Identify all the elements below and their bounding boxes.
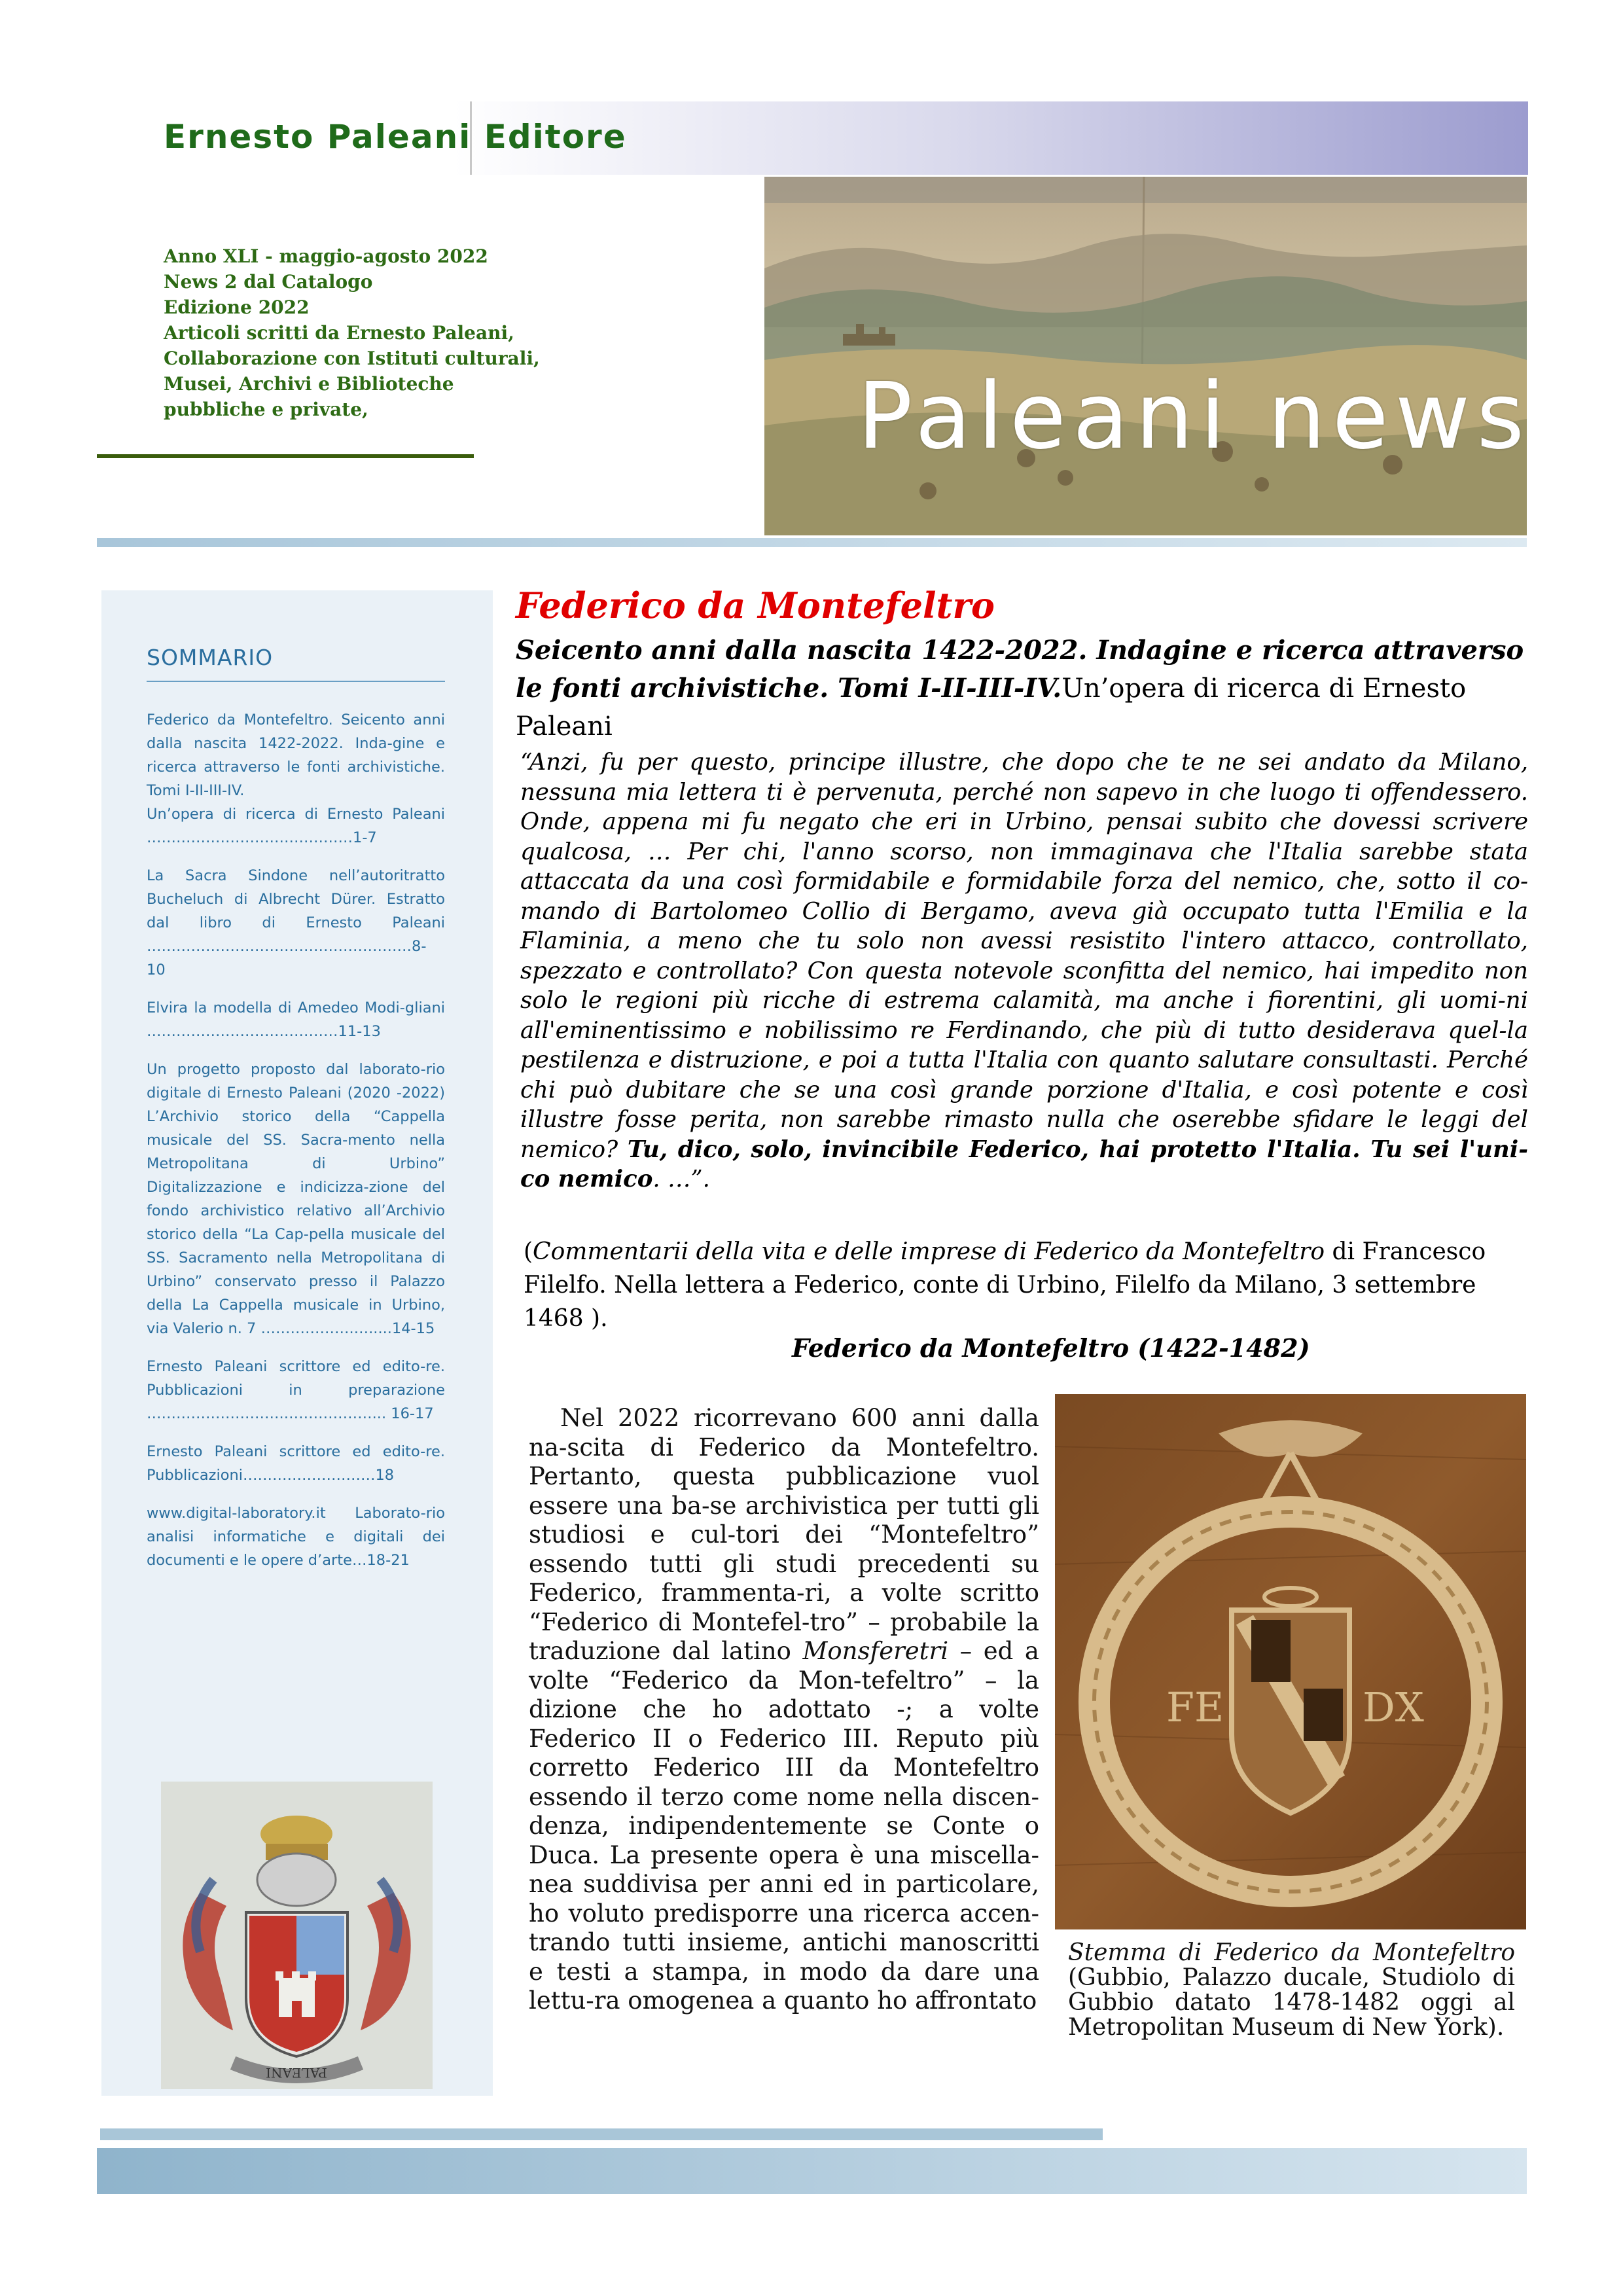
toc-entry-digital-laboratory[interactable] <box>147 1501 445 1572</box>
toc-entry-cappella[interactable] <box>147 1058 445 1340</box>
subtitle-bold: Seicento anni dalla nascita 1422-2022. Indagine e ricerca attraverso le fonti archivistiche. Tomi I-II-III-IV. <box>516 635 1524 704</box>
top-divider-band <box>97 538 1527 547</box>
toc-entry-preparazione[interactable] <box>147 1355 445 1426</box>
emblem-intarsia-image <box>1055 1394 1526 1929</box>
emblem-caption <box>1068 1941 1515 2040</box>
article-subtitle <box>516 632 1537 745</box>
source-italic: Commentarii della vita e delle imprese di Federico da Montefeltro <box>533 1238 1325 1265</box>
quote-end: . …”. <box>652 1166 710 1193</box>
toc-entry-text: Elvira la modella di Amedeo Modi-gliani …………………………………11-13 <box>147 999 445 1040</box>
quote-source <box>524 1235 1531 1335</box>
toc-entry-pubblicazioni[interactable] <box>147 1440 445 1487</box>
subtitle-rest: Un’opera di ricerca di Ernesto Paleani <box>516 673 1467 742</box>
body-text <box>529 1404 1039 2016</box>
issue-line: Musei, Archivi e Biblioteche <box>164 373 454 395</box>
toc-entry-text: Ernesto Paleani scrittore ed edito-re. Pubblicazioni in preparazione ……………………….………………... 16-17 <box>147 1358 445 1422</box>
quote-block <box>520 747 1528 1194</box>
toc-entry-text: Un’opera di ricerca di Ernesto Paleani ……………………………………1-7 <box>147 806 445 846</box>
toc-entry-text: www.digital-laboratory.it Laborato-rio analisi informatiche e digitali dei documenti e le opere d’arte…18-21 <box>147 1505 445 1569</box>
source-rest: di Francesco Filelfo. Nella lettera a Federico, conte di Urbino, Filelfo da Milano, 3 settembre 1468 ). <box>524 1238 1486 1332</box>
toc-entry-text: Ernesto Paleani scrittore ed edito-re. Pubblicazioni………………………18 <box>147 1443 445 1484</box>
body-paragraph <box>529 1404 1039 2016</box>
bottom-band <box>97 2148 1527 2194</box>
emblem-letters-left: FE <box>1166 1683 1224 1731</box>
toc-list <box>147 708 445 1587</box>
article-title: Federico da Montefeltro <box>516 584 995 626</box>
coat-of-arms-motto: PALEANI <box>266 2065 327 2081</box>
emblem-letters-right: DX <box>1363 1683 1424 1731</box>
caption-rest: (Gubbio, Palazzo ducale, Studiolo di Gubbio datato 1478-1482 oggi al Metropolitan Museum di New York). <box>1068 1964 1515 2041</box>
masthead-title: Paleani news <box>857 363 1531 470</box>
issue-info <box>164 243 556 422</box>
toc-entry-federico[interactable] <box>147 708 445 850</box>
issue-line: News 2 dal Catalogo <box>164 271 373 293</box>
toc-entry-text: Federico da Montefeltro. Seicento anni dalla nascita 1422-2022. Inda-gine e ricerca attraverso le fonti archivistiche. Tomi I-II-III-IV. <box>147 711 445 799</box>
quote-main: “Anzi, fu per questo, principe illustre, che dopo che te ne sei andato da Milano, nessuna mia lettera ti è pervenuta, perché non sapevo in che luogo ti offendessero. Onde, appena mi fu negato che eri in Urbino, pensai subito che dovessi scrivere qualcosa, … Per chi, l'anno scorso, non immaginava che l'Italia sarebbe stata attaccata da una così formidabile e formidabile forza del nemico, che, sotto il co-mando di Bartolomeo Collio di Bergamo, aveva già occupato tutta l'Emilia e la Flaminia, a meno che tu solo non avessi resistito l'intero attacco, controllato, spezzato e controllato? Con questa notevole sconfitta del nemico, hai impedito non solo le regioni più ricche di estrema calamità, ma anche i fiorentini, gli uomi-ni all'eminentissimo e nobilissimo re Ferdinando, che più di tutto desiderava quel-la pestilenza e distruzione, e poi a tutta l'Italia con quanto salutare consultasti. Perché chi può dubitare che se una così grande porzione d'Italia, e così potente e così illustre fosse perita, non sarebbe rimasto nulla che oserebbe sfidare le leggi del nemico? <box>520 749 1528 1163</box>
issue-line: Anno XLI - maggio-agosto 2022 <box>164 245 488 267</box>
section-title: Federico da Montefeltro (1422-1482) <box>792 1333 1310 1363</box>
toc-rule <box>147 681 445 682</box>
caption-italic: Stemma di Federico da Montefeltro <box>1068 1939 1515 1966</box>
toc-heading: SOMMARIO <box>147 645 274 670</box>
header-rule <box>97 454 474 458</box>
landscape-map-image <box>764 177 1527 535</box>
toc-entry-elvira[interactable] <box>147 996 445 1043</box>
issue-line: Edizione 2022 <box>164 296 310 318</box>
toc-entry-text: La Sacra Sindone nell’autoritratto Bucheluch di Albrecht Dürer. Estratto dal libro di Ernesto Paleani ………………………………………………8-10 <box>147 867 445 978</box>
issue-line: Collaborazione con Istituti culturali, <box>164 348 540 369</box>
body-italic: Monsferetri <box>802 1637 949 1665</box>
quote-bold: Tu, dico, solo, invincibile Federico, hai protetto l'Italia. Tu sei l'uni-co nemico <box>520 1136 1528 1193</box>
source-open: ( <box>524 1238 533 1265</box>
issue-line: pubbliche e private, <box>164 399 368 420</box>
toc-entry-text: Un progetto proposto dal laborato-rio digitale di Ernesto Paleani (2020 -2022) L’Archivio storico della “Cappella musicale del SS. Sacra-mento nella Metropolitana di Urbino” Digitalizzazione e indicizza-zione del fondo archivistico relativo all’Archivio storico della “La Cap-pella musicale del SS. Sacramento nella Metropolitana di Urbino” conservato presso il Palazzo della La Cappella musicale in Urbino, via Valerio n. 7 ……………….….....14-15 <box>147 1061 445 1337</box>
publisher-name: Ernesto Paleani Editore <box>164 118 627 156</box>
bottom-rule <box>100 2128 1103 2140</box>
body-part1: Nel 2022 ricorrevano 600 anni dalla na-scita di Federico da Montefeltro. Pertanto, questa pubblicazione vuol essere una ba-se archivistica per tutti gli studiosi e cul-tori dei “Montefeltro” essendo tutti gli studi precedenti su Federico, frammenta-ri, a volte scritto “Federico di Montefel-tro” – probabile la traduzione dal latino <box>529 1404 1039 1665</box>
toc-entry-sindone[interactable] <box>147 864 445 982</box>
body-part2: – ed a volte “Federico da Mon-tefeltro” – la dizione che ho adottato -; a volte Federico II o Federico III. Reputo più corretto Federico III da Montefeltro essendo il terzo come nome nella discen-denza, indipendentemente se Conte o Duca. La presente opera è una miscella-nea suddivisa per anni ed in particolare, ho voluto predisporre una ricerca accen-trando tutti insieme, antichi manoscritti e testi a stampa, in modo da dare una lettu-ra omogenea a quanto ho affrontato <box>529 1637 1039 2015</box>
issue-line: Articoli scritti da Ernesto Paleani, <box>164 322 514 344</box>
coat-of-arms-image <box>161 1782 433 2089</box>
